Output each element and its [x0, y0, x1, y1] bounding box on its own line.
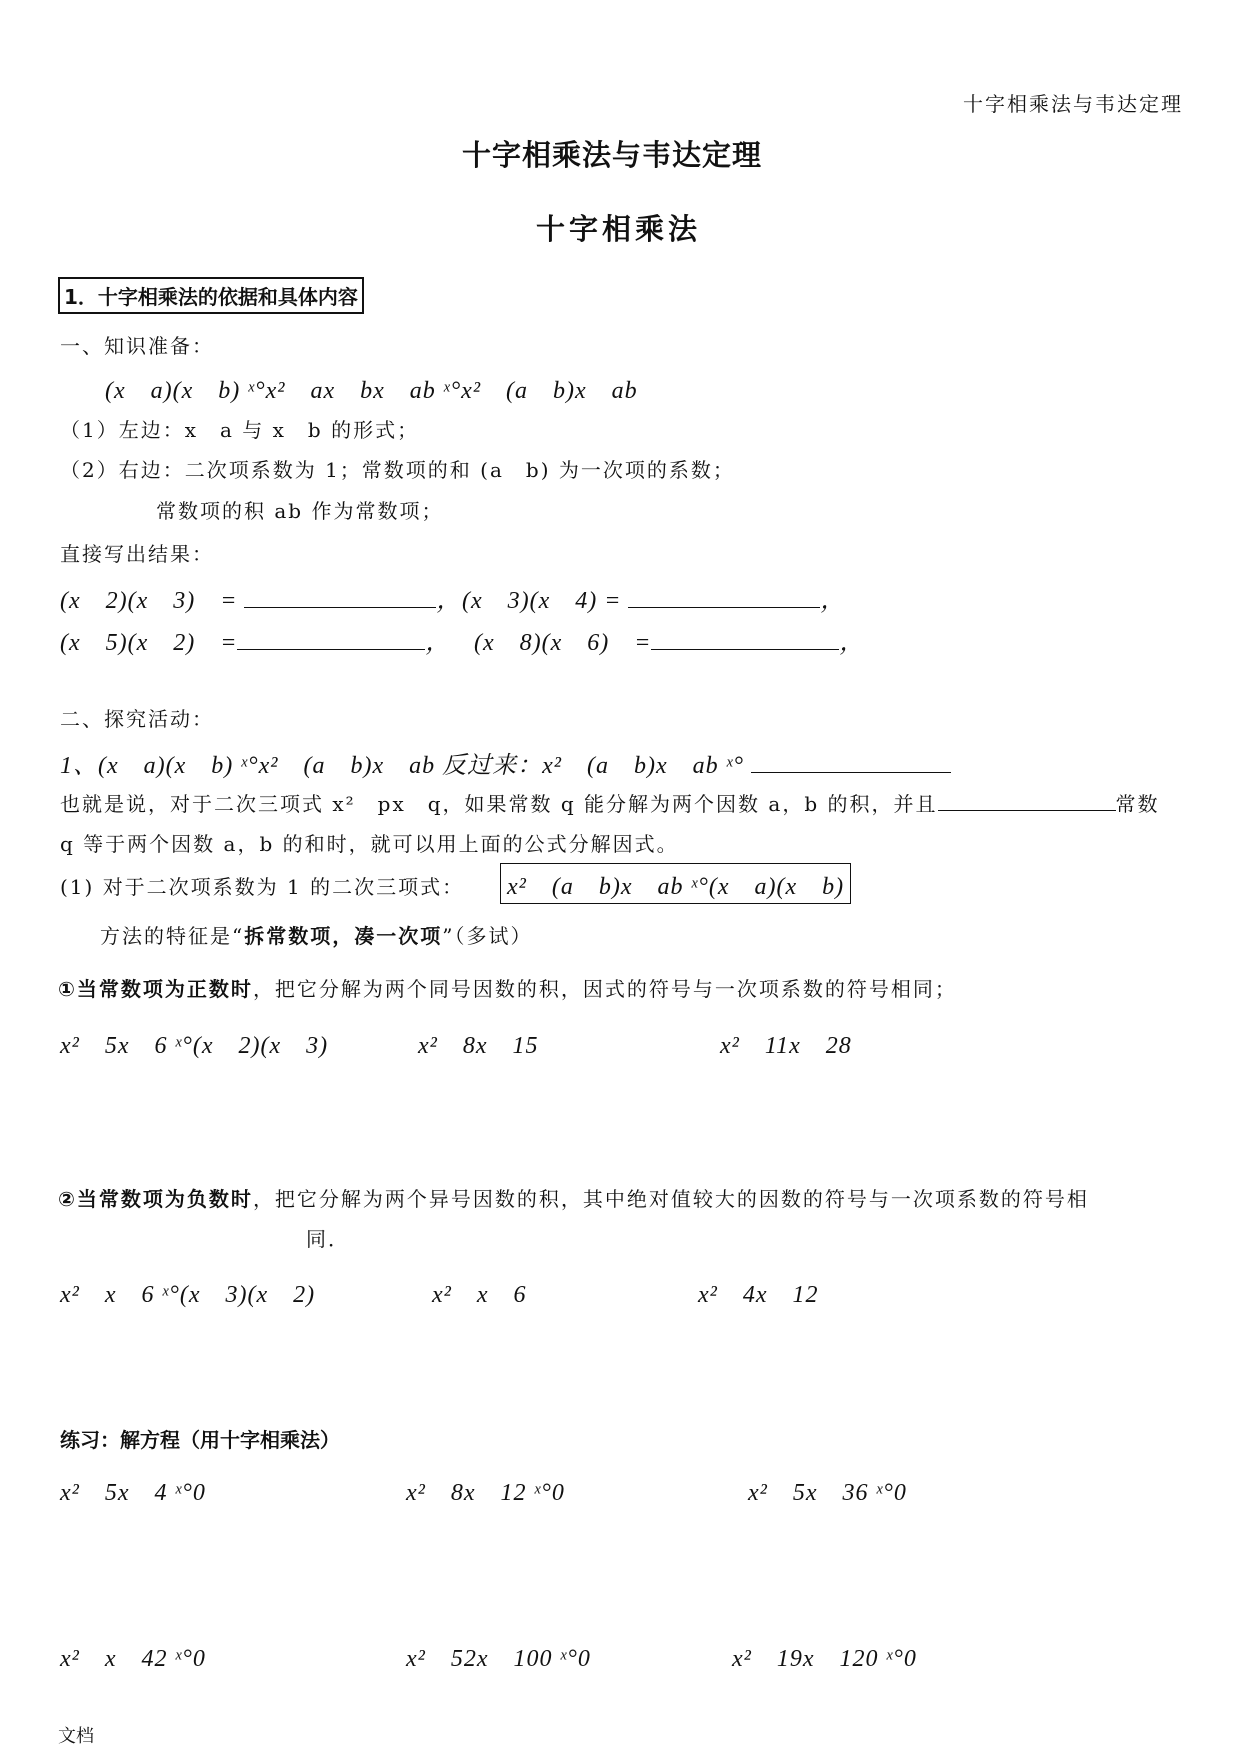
exercise-4 [474, 622, 864, 657]
answer-blank-3[interactable] [237, 629, 425, 650]
practice-equation-4: x² x 42 ˣ°0 [60, 1646, 206, 1672]
negative-rule-continuation: 同． [306, 1227, 350, 1251]
explanation-line-1 [60, 788, 1160, 817]
identity-formula: (x a)(x b) ˣ°x² ax bx ab ˣ°x² (a b)x ab [105, 378, 638, 404]
practice-equation-2: x² 8x 12 ˣ°0 [406, 1480, 565, 1506]
footer-label: 文档 [58, 1726, 94, 1747]
positive-rule-text: ，把它分解为两个同号因数的积，因式的符号与一次项系数的符号相同； [252, 977, 957, 1001]
positive-example-2: x² 8x 15 [418, 1033, 539, 1059]
exercise-2 [462, 580, 845, 615]
reverse-identity [60, 745, 951, 780]
explore-label: 二、探究活动： [60, 707, 214, 731]
negative-rule-text: ，把它分解为两个异号因数的积，其中绝对值较大的因数的符号与一次项系数的符号相 [252, 1187, 1089, 1211]
exercise-3-expr: (x 5)(x 2) = [60, 630, 238, 656]
practice-equation-3: x² 5x 36 ˣ°0 [748, 1480, 907, 1506]
right-side-note: （2）右边：二次项系数为 1；常数项的和 (a b) 为一次项的系数； [60, 458, 735, 482]
method-prefix: 方法的特征是“ [100, 924, 245, 948]
exercise-2-expr: (x 3)(x 4) = [462, 588, 622, 614]
positive-constant-rule [58, 973, 957, 1002]
method-emphasis: 拆常数项，凑一次项 [244, 924, 443, 948]
comma: ， [436, 588, 462, 614]
negative-example-3: x² 4x 12 [698, 1282, 819, 1308]
answer-blank-1[interactable] [244, 587, 436, 608]
section-heading: 1．十字相乘法的依据和具体内容 [58, 277, 364, 314]
practice-heading: 练习：解方程（用十字相乘法） [60, 1428, 340, 1452]
reverse-identity-text: 1、(x a)(x b) ˣ°x² (a b)x ab 反过来：x² (a b)x ab ˣ° [60, 753, 744, 779]
practice-equation-1: x² 5x 4 ˣ°0 [60, 1480, 206, 1506]
explanation-line-2: q 等于两个因数 a，b 的和时，就可以用上面的公式分解因式。 [60, 832, 679, 856]
answer-blank-4[interactable] [651, 629, 839, 650]
explanation-text: 也就是说，对于二次三项式 x² px q，如果常数 q 能分解为两个因数 a，b 的积，并且 [60, 792, 938, 816]
practice-equation-5: x² 52x 100 ˣ°0 [406, 1646, 591, 1672]
direct-result-label: 直接写出结果： [60, 542, 214, 566]
case-1-formula: x² (a b)x ab ˣ°(x a)(x b) [500, 863, 851, 904]
exercise-4-expr: (x 8)(x 6) = [474, 630, 652, 656]
negative-example-2: x² x 6 [432, 1282, 527, 1308]
comma: ， [820, 588, 846, 614]
practice-equation-6: x² 19x 120 ˣ°0 [732, 1646, 917, 1672]
case-1-label: (1) 对于二次项系数为 1 的二次三项式： [60, 875, 465, 899]
method-line [100, 920, 532, 949]
positive-example-3: x² 11x 28 [720, 1033, 852, 1059]
running-header: 十字相乘法与韦达定理 [963, 92, 1183, 116]
exercise-1 [60, 580, 461, 615]
right-side-note-2: 常数项的积 ab 作为常数项； [156, 499, 444, 523]
negative-rule-heading: ②当常数项为负数时 [58, 1187, 253, 1211]
positive-example-1: x² 5x 6 ˣ°(x 2)(x 3) [60, 1033, 329, 1059]
comma: ， [839, 630, 865, 656]
prep-label: 一、知识准备： [60, 334, 214, 358]
left-side-note: （1）左边：x a 与 x b 的形式； [60, 418, 420, 442]
exercise-1-expr: (x 2)(x 3) = [60, 588, 238, 614]
method-suffix: ”（多试） [442, 924, 533, 948]
comma: ， [425, 630, 451, 656]
answer-blank-2[interactable] [628, 587, 820, 608]
answer-blank-5[interactable] [751, 752, 951, 773]
subtitle: 十字相乘法 [536, 212, 702, 246]
explanation-suffix: 常数 [1115, 792, 1160, 816]
negative-example-1: x² x 6 ˣ°(x 3)(x 2) [60, 1282, 316, 1308]
page-title: 十字相乘法与韦达定理 [462, 138, 763, 172]
positive-rule-heading: ①当常数项为正数时 [58, 977, 253, 1001]
answer-blank-6[interactable] [938, 790, 1116, 811]
negative-constant-rule [58, 1183, 1089, 1212]
exercise-3 [60, 622, 450, 657]
